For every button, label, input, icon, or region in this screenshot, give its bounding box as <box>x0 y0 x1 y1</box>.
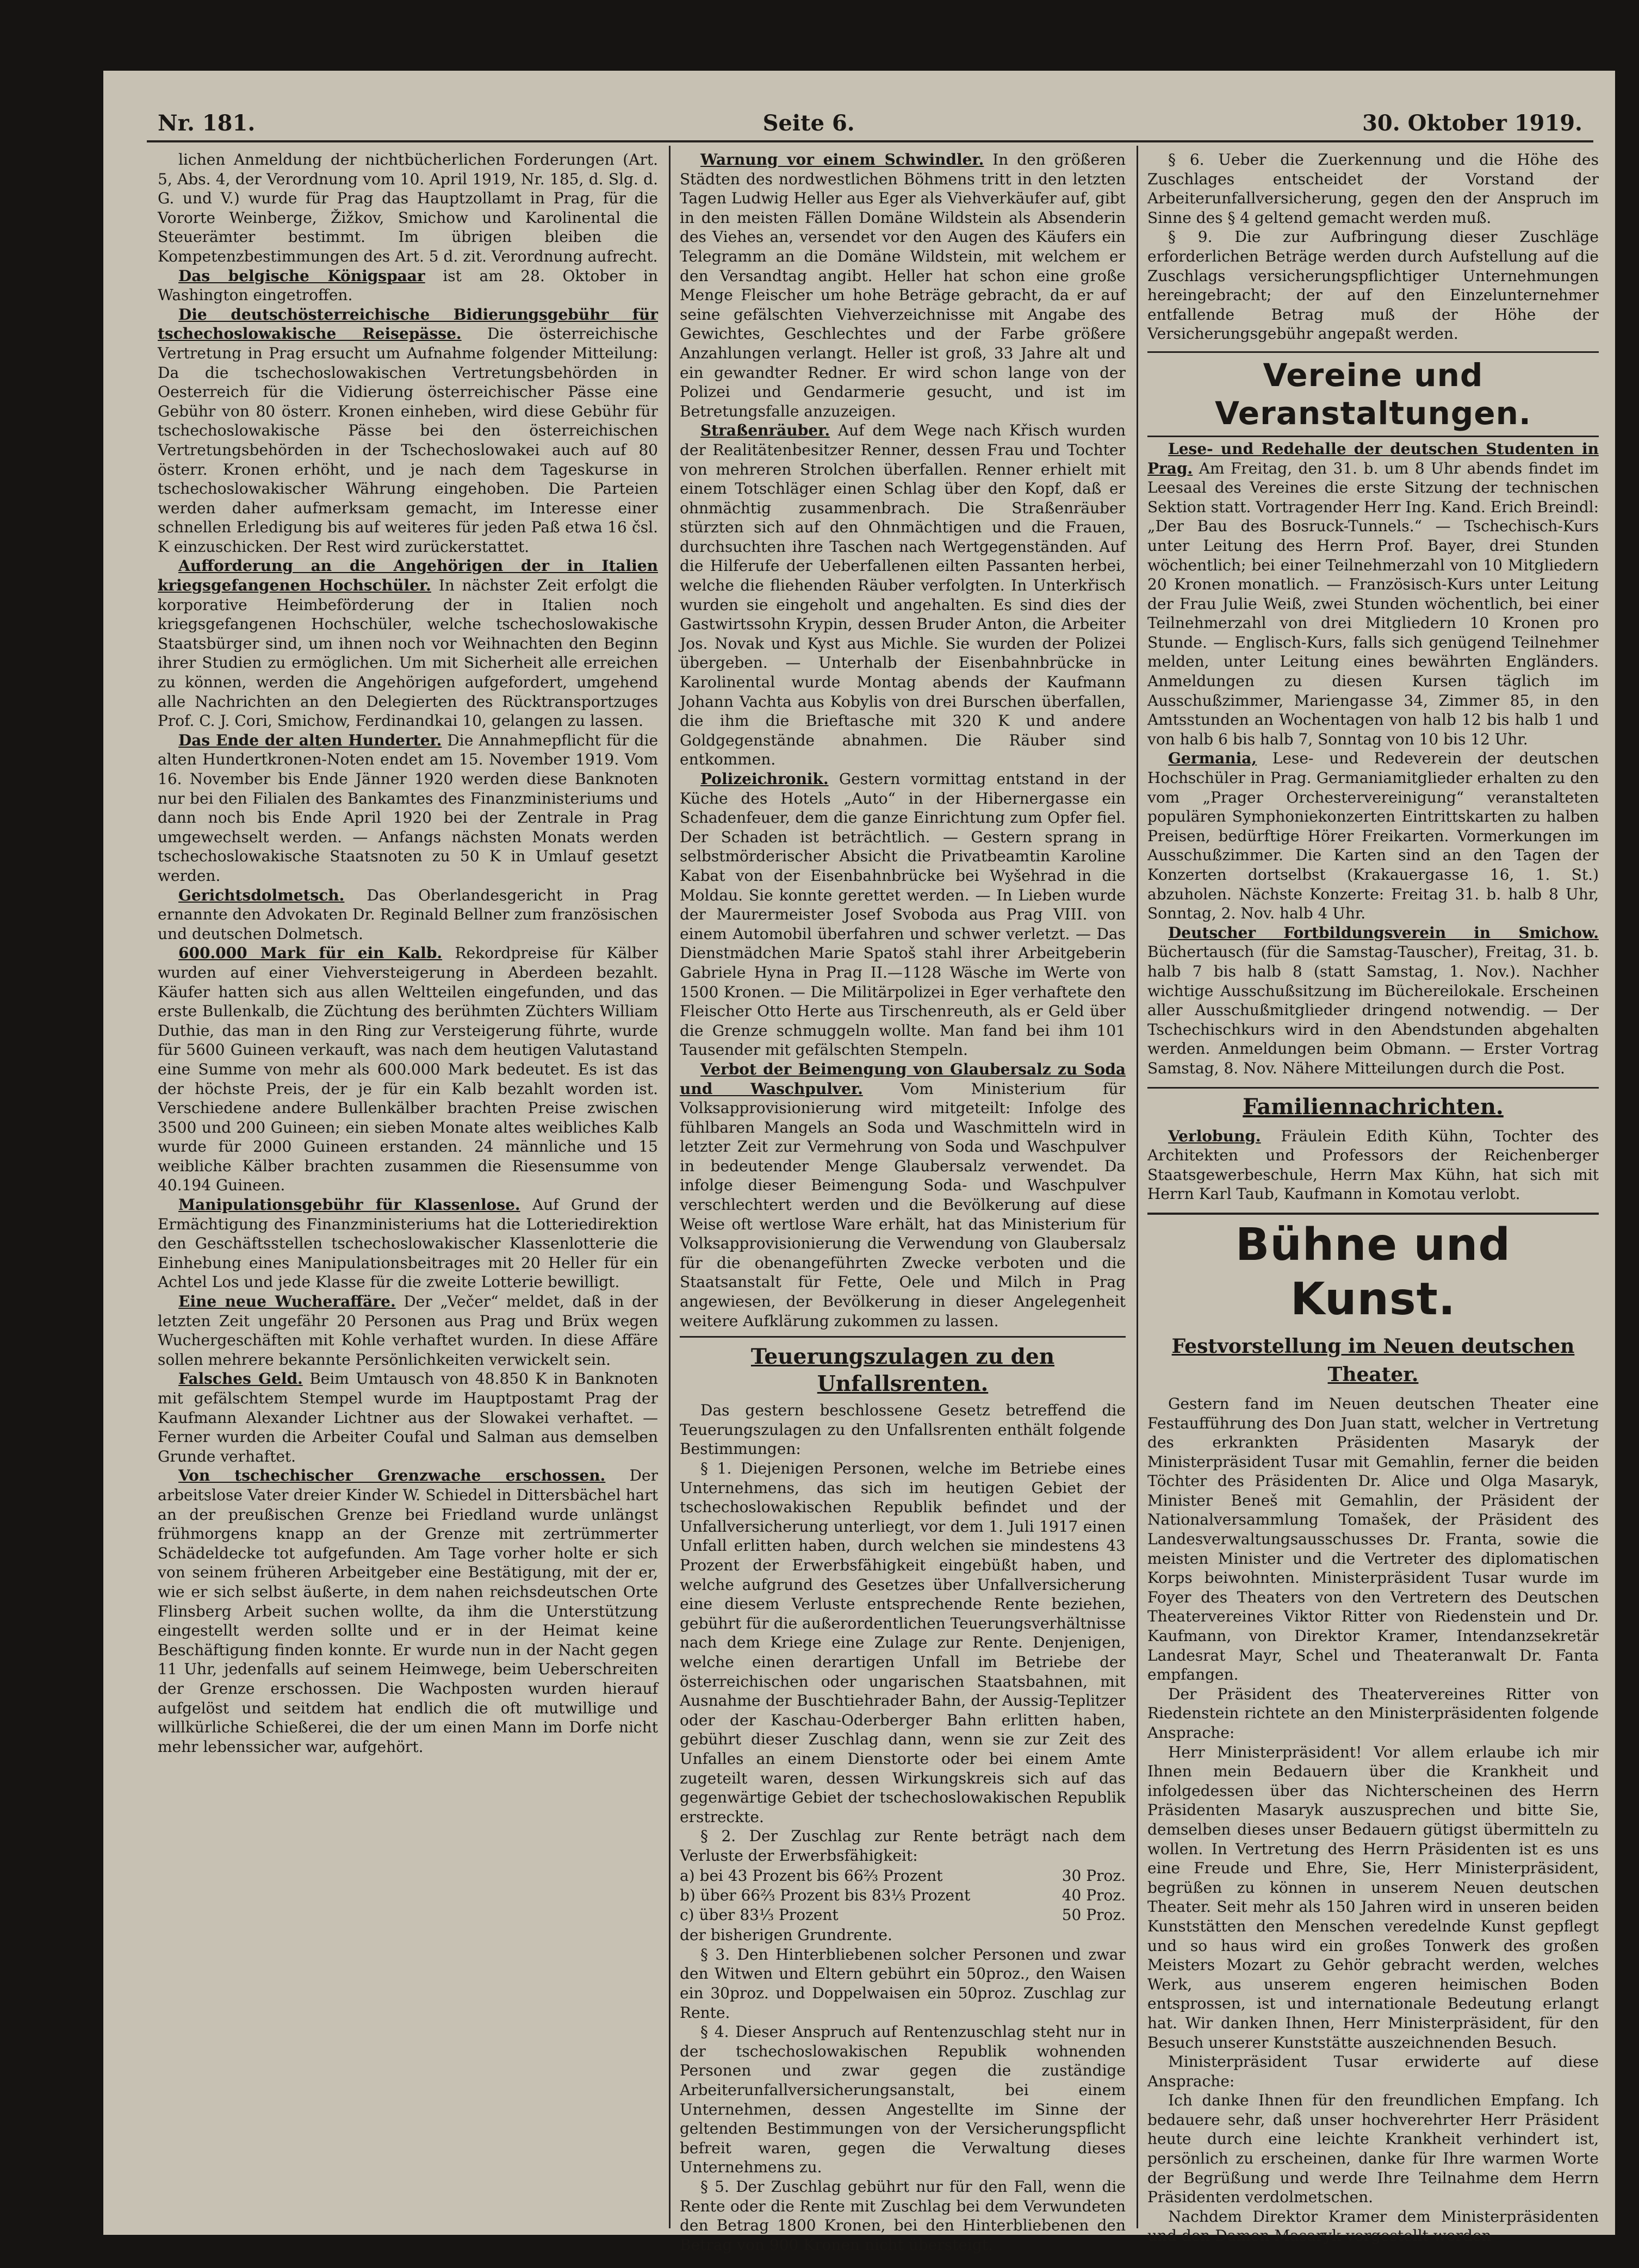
news-item-lead: Aufforderung an die Angehörigen der in Italien kriegsgefangenen Hochschüler. <box>158 557 658 595</box>
news-item-text: Der „Večer“ meldet, daß in der letzten Zeit ungefähr 20 Personen aus Prag und Brüx wegen Wuchergeschäften mit Kohle verhaftet wurden. In diese Affäre sollen mehrere bekannte Persönlichkeiten verwickelt sein. <box>158 1293 658 1369</box>
article-paragraph-2b: der bisherigen Grundrente. <box>680 1926 892 1944</box>
familien-lead: Verlobung. <box>1168 1127 1261 1145</box>
issue-date: 30. Oktober 1919. <box>1362 110 1582 136</box>
rate-table <box>680 1866 1126 1924</box>
separator <box>1147 1087 1599 1089</box>
news-item-lead: Das belgische Königspaar <box>178 266 425 285</box>
news-item-lead: 600.000 Mark für ein Kalb. <box>178 944 443 962</box>
rate-row <box>680 1905 1126 1925</box>
news-item <box>158 150 658 266</box>
news-item-text: In nächster Zeit erfolgt die korporative Heimbeförderung der in Italien noch kriegsgefangenen Hochschüler, welche tschechoslowakische Staatsbürger sind, um ihnen noch vor Weihnachten den Beginn ihrer Studien zu ermöglichen. Um mit Sicherheit alle erreichen zu können, werden die Angehörigen aufgefordert, umgehend alle Nachrichten an den Delegierten des Rücktransportzuges Prof. C. J. Cori, Smichow, Ferdinandkai 10, gelangen zu lassen. <box>158 576 659 730</box>
news-item-lead: Gerichtsdolmetsch. <box>178 886 345 904</box>
news-item-text: Das Oberlandesgericht in Prag ernannte den Advokaten Dr. Reginald Bellner zum französischen und deutschen Dolmetsch. <box>158 886 659 943</box>
page-number: Seite 6. <box>762 110 855 136</box>
news-item <box>680 1060 1126 1331</box>
news-item <box>1147 150 1599 227</box>
news-item-lead: Germania, <box>1168 749 1257 768</box>
header-rule <box>147 140 1593 142</box>
news-item <box>680 150 1126 421</box>
rate-row <box>680 1886 1126 1905</box>
column-right <box>1147 150 1599 2245</box>
news-item-text: Der arbeitslose Vater dreier Kinder W. Schiedel in Dittersbächel hart an der preußischen Grenze bei Friedland wurde unlängst frühmorgens knapp an der Grenze mit zertrümmerter Schädeldecke tot aufgefunden. Am Tage vorher holte er sich von seinem früheren Arbeitgeber eine Bestätigung, mit der er, wie er sich selbst äußerte, in dem nahen reichsdeutschen Orte Flinsberg Arbeit suchen wollte, da ihm die Unterstützung eingestellt werden sollte und er in der Heimat keine Beschäftigung finden konnte. Er wurde nun in der Nacht gegen 11 Uhr, jedenfalls auf seinem Heimwege, beim Ueberschreiten der Grenze erschossen. Die Wachposten wurden hierauf aufgelöst und seitdem hat endlich die oft mutwillige und willkürliche Schießerei, die der um einen Mann im Dorfe nicht mehr lebenssicher war, aufgehört. <box>158 1467 658 1756</box>
news-item <box>158 731 658 886</box>
paragraphs-continuation <box>1147 150 1599 344</box>
rate-range: b) über 66⅔ Prozent bis 83⅓ Prozent <box>680 1886 971 1905</box>
article-intro: Das gestern beschlossene Gesetz betreffend die Teuerungszulagen zu den Unfallsrenten enthält folgende Bestimmungen: <box>680 1401 1126 1458</box>
buehne-paragraph: Der Präsident des Theatervereines Ritter von Riedenstein richtete an den Ministerpräsidenten folgende Ansprache: <box>1147 1685 1599 1742</box>
issue-number: Nr. 181. <box>158 110 256 136</box>
news-item-lead: Falsches Geld. <box>178 1370 303 1388</box>
section-heading-buehne: Bühne und Kunst. <box>1147 1213 1599 1330</box>
buehne-paragraphs <box>1147 1394 1599 2246</box>
news-item <box>1147 749 1599 923</box>
news-item-text: Die Annahmepflicht für die alten Hundertkronen-Noten endet am 15. November 1919. Vom 16. November bis Ende Jänner 1920 werden diese Banknoten nur bei den Filialen des Bankamtes des Finanzministeriums und dann noch bis Ende April 1920 bei der Zentrale in Prag umgewechselt werden. — Anfangs nächsten Monats werden tschechoslowakische Staatsnoten zu 50 K in Umlauf gesetzt werden. <box>158 731 659 885</box>
buehne-paragraph: Ministerpräsident Tusar erwiderte auf diese Ansprache: <box>1147 2053 1599 2090</box>
newspaper-page <box>103 71 1615 2254</box>
column-middle <box>680 150 1126 2254</box>
news-item <box>1147 439 1599 749</box>
column-rule-right <box>1137 146 1138 2228</box>
buehne-paragraph: Gestern fand im Neuen deutschen Theater eine Festaufführung des Don Juan statt, welcher in Vertretung des erkrankten Präsidenten Masaryk der Ministerpräsident Tusar mit Gemahlin, ferner die beiden Töchter des Präsidenten Dr. Alice und Olga Masaryk, Minister Beneš mit Gemahlin, der Präsident der Nationalversammlung Tomašek, der Präsident des Landesverwaltungsausschusses Dr. Franta, sowie die meisten Minister und die Vertreter des diplomatischen Korps beiwohnten. Ministerpräsident Tusar wurde im Foyer des Theaters von den Vertretern des Deutschen Theatervereines Viktor Ritter von Riedenstein und Dr. Kaufmann, von Direktor Kramer, Intendanzsekretär Landesrat Mayr, Schel und Theateranwalt Dr. Fanta empfangen. <box>1147 1394 1599 1684</box>
news-item-text: Auf dem Wege nach Křisch wurden der Realitätenbesitzer Renner, dessen Frau und Tochter von mehreren Strolchen überfallen. Renner erhielt mit einem Totschläger einen Schlag über den Kopf, daß er ohnmächtig zusammenbrach. Die Straßenräuber stürzten sich auf den Ohnmächtigen und die Frauen, durchsuchten ihre Taschen nach Wertgegenständen. Auf die Hilferufe der Ueberfallenen eilten Passanten herbei, welche die fliehenden Räuber verfolgten. In Unterkřisch wurden sie eingeholt und angehalten. Es sind dies der Gastwirtssohn Krypin, dessen Bruder Anton, die Arbeiter Jos. Novak und Kyst aus Michle. Sie wurden der Polizei übergeben. — Unterhalb der Eisenbahnbrücke in Karolinental wurde Montag abends der Kaufmann Johann Vachta aus Kobylis von drei Burschen überfallen, die ihm die Brieftasche mit 320 K und andere Goldgegenstände abnahmen. Die Räuber sind entkommen. <box>680 421 1126 769</box>
familien-text: Fräulein Edith Kühn, Tochter des Architekten und Professors der Reichenberger Staatsgewerbeschule, Herrn Max Kühn, hat sich mit Herrn Karl Taub, Kaufmann in Komotau verlobt. <box>1147 1127 1599 1203</box>
news-item <box>158 1369 658 1466</box>
section-heading-vereine: Vereine und Veranstaltungen. <box>1147 351 1599 437</box>
rate-value: 40 Proz. <box>1061 1886 1126 1905</box>
news-item-text: Büchertausch (für die Samstag-Tauscher), Freitag, 31. b. halb 7 bis halb 8 (statt Samstag, 1. Nov.). Nachher wichtige Ausschußsitzung im Büchereilokale. Erscheinen aller Ausschußmitglieder dringend notwendig. — Der Tschechischkurs wird in den Abendstunden abgehalten werden. Anmeldungen beim Obmann. — Erster Vortrag Samstag, 8. Nov. Nähere Mitteilungen durch die Post. <box>1147 943 1599 1077</box>
news-item <box>158 266 658 305</box>
news-item-lead: Verbot der Beimengung von Glaubersalz zu Soda und Waschpulver. <box>680 1060 1126 1098</box>
news-item <box>1147 227 1599 344</box>
news-item-text: In den größeren Städten des nordwestlichen Böhmens tritt in den letzten Tagen Ludwig Heller aus Eger als Viehverkäufer auf, gibt in den meisten Fällen Domäne Wildstein als Absenderin des Viehes an, versendet vor den Augen des Käufers ein Telegramm an die Domäne Wildstein, mit welchem er den Versandtag angibt. Heller hat schon eine große Menge Fleischer um hohe Beträge gebracht, da er auf seine gefälschten Viehverzeichnisse mit Angabe des Gewichtes, Geschlechtes und der Farbe größere Anzahlungen verlangt. Heller ist groß, 33 Jahre alt und ein gewandter Redner. Er wird schon lange von der Polizei und Gendarmerie gesucht, und ist im Betretungsfalle anzuzeigen. <box>680 151 1126 420</box>
rate-row <box>680 1866 1126 1886</box>
news-item-text: Auf Grund der Ermächtigung des Finanzministeriums hat die Lotteriedirektion den Geschäftsstellen tschechoslowakischer Klassenlotterie die Einhebung eines Manipulationsbeitrages mit 20 Heller für ein Achtel Los und jede Klasse für die zweite Lotterie bewilligt. <box>158 1196 658 1291</box>
rate-range: a) bei 43 Prozent bis 66⅔ Prozent <box>680 1867 943 1885</box>
news-item-lead: Das Ende der alten Hunderter. <box>178 731 442 749</box>
buehne-paragraph: Ich danke Ihnen für den freundlichen Empfang. Ich bedauere sehr, daß unser hochverehrter Herr Präsident heute durch eine leichte Krankheit verhindert ist, persönlich zu erscheinen, danke für Ihre warmen Worte der Begrüßung und werde Ihre Teilnahme dem Herrn Präsidenten verdolmetschen. <box>1147 2091 1599 2207</box>
article-paragraph-5: § 5. Der Zuschlag gebührt nur für den Fall, wenn die Rente oder die Rente mit Zuschlag bei dem Verwundeten den Betrag 1800 Kronen, bei den Hinterbliebenen den Betrag von 900 Kronen nicht übersteigt. <box>680 2177 1126 2254</box>
buehne-paragraph: Nachdem Direktor Kramer dem Ministerpräsidenten und den Damen Masaryk vorgestellt worden <box>1147 2207 1599 2245</box>
column-rule-left <box>669 146 670 2228</box>
news-item-lead: Von tschechischer Grenzwache erschossen. <box>178 1467 606 1485</box>
news-item-text: Rekordpreise für Kälber wurden auf einer Viehversteigerung in Aberdeen bezahlt. Käufer hatten sich aus allen Weltteilen eingefunden, und das erste Bullenkalb, die Züchtung des berühmten Züchters William Duthie, das man in den Ring zur Versteigerung führte, wurde für 5600 Guineen verkauft, was nach dem heutigen Valutastand eine Summe von mehr als 600.000 Mark bedeutet. Es ist das der höchste Preis, der je für ein Kalb bezahlt worden ist. Verschiedene andere Bullenkälber brachten Preise zwischen 3500 und 200 Guineen; ein sieben Monate altes weibliches Kalb wurde für 2000 Guineen erstanden. 24 männliche und 15 weibliche Kälber brachten zusammen die Riesensumme von 40.194 Guineen. <box>158 944 658 1195</box>
news-item-text: Am Freitag, den 31. b. um 8 Uhr abends findet im Leesaal des Vereines die erste Sitzung der technischen Sektion statt. Vortragender Herr Ing. Kand. Erich Breindl: „Der Bau des Bosruck-Tunnels.“ — Tschechisch-Kurs unter Leitung des Herrn Prof. Bayer, drei Stunden wöchentlich; bei einer Teilnehmerzahl von 10 Mitgliedern 20 Kronen monatlich. — Französisch-Kurs unter Leitung der Frau Julie Weiß, zwei Stunden wöchentlich, bei einer Teilnehmerzahl von drei Mitgliedern 10 Kronen pro Stunde. — Englisch-Kurs, falls sich genügend Teilnehmer melden, unter Leitung eines bewährten Engländers. Anmeldungen zu diesen Kursen täglich im Ausschußzimmer, Mariengasse 34, Zimmer 85, in den Amtsstunden an Wochentagen von halb 12 bis halb 1 und von halb 6 bis halb 7, Sonntag von 10 bis 12 Uhr. <box>1147 459 1599 748</box>
column-left <box>158 150 658 2227</box>
news-item-text: ist am 28. Oktober in Washington eingetroffen. <box>158 266 659 305</box>
rate-range: c) über 83⅓ Prozent <box>680 1905 839 1924</box>
news-item-text: Gestern vormittag entstand in der Küche des Hotels „Auto“ in der Hibernergasse ein Schadenfeuer, dem die ganze Einrichtung zum Opfer fiel. Der Schaden ist beträchtlich. — Gestern sprang in selbstmörderischer Absicht die Privatbeamtin Karoline Kabat von der Eisenbahnbrücke bei Wyšehrad in die Moldau. Sie konnte gerettet werden. — In Lieben wurde der Maurermeister Josef Svoboda aus Prag VIII. von einem Automobil überfahren und schwer verletzt. — Das Dienstmädchen Marie Spatoš stahl ihrer Arbeitgeberin Gabriele Hyna in Prag II.—1128 Wäsche im Werte von 1500 Kronen. — Die Militärpolizei in Eger verhaftete den Fleischer Otto Herte aus Tirschenreuth, als er Geld über die Grenze schmuggeln wollte. Man fand bei ihm 101 Tausender mit gefälschten Stempeln. <box>680 770 1126 1059</box>
news-item-lead: Polizeichronik. <box>700 770 829 788</box>
news-item <box>158 556 658 730</box>
news-item <box>158 1195 658 1292</box>
news-item <box>158 1292 658 1369</box>
vereine-items <box>1147 439 1599 1078</box>
rate-value: 30 Proz. <box>1061 1867 1126 1885</box>
rate-value: 50 Proz. <box>1061 1905 1126 1924</box>
buehne-paragraph: Herr Ministerpräsident! Vor allem erlaube ich mir Ihnen mein Bedauern über die Krankheit und infolgedessen über das Nichterscheinen des Herrn Präsidenten Masaryk auszusprechen und bitte Sie, demselben dieses unser Bedauern gütigst übermitteln zu wollen. In Vertretung des Herrn Präsidenten ist es uns eine Freude und Ehre, Sie, Herr Ministerpräsident, begrüßen zu können in unserem Neuen deutschen Theater. Seit mehr als 150 Jahren wird in unseren beiden Kunststätten den Menschen veredelnde Kunst gepflegt und so haus wird ein großes Tonwerk des großen Meisters Mozart zu Gehör gebracht werden, welches Werk, aus unserem engeren heimischen Boden entsprossen, ist und internationale Bedeutung erlangt hat. Wir danken Ihnen, Herr Ministerpräsident, für den Besuch unserer Kunststätte auszeichnenden Besuch. <box>1147 1743 1599 2052</box>
familien-entry <box>1147 1127 1599 1204</box>
news-item <box>1147 923 1599 1078</box>
news-item-lead: Lese- und Redehalle der deutschen Studenten in Prag. <box>1147 439 1599 477</box>
page-header <box>158 98 1582 136</box>
news-item-lead: Warnung vor einem Schwindler. <box>700 151 984 169</box>
news-item-lead: Deutscher Fortbildungsverein in Smichow. <box>1168 923 1599 942</box>
news-item-lead: Eine neue Wucheraffäre. <box>178 1293 396 1311</box>
section-heading-familien: Familiennachrichten. <box>1243 1093 1504 1120</box>
article-paragraph-2: § 2. Der Zuschlag zur Rente beträgt nach dem Verluste der Erwerbsfähigkeit: <box>680 1827 1126 1865</box>
news-item-lead: Manipulationsgebühr für Klassenlose. <box>178 1196 520 1214</box>
news-item-text: Beim Umtausch von 48.850 K in Banknoten mit gefälschtem Stempel wurde im Hauptpostamt Prag der Kaufmann Alexander Lichtner aus der Slowakei verhaftet. — Ferner wurden die Arbeiter Coufal und Salman aus demselben Grunde verhaftet. <box>158 1370 659 1465</box>
news-item-text: Lese- und Redeverein der deutschen Hochschüler in Prag. Germaniamitglieder erhalten zu den vom „Prager Orchestervereinigung“ veranstalteten populären Symphoniekonzerten Eintrittskarten zu halben Preisen, bedürftige Hörer Freikarten. Vormerkungen im Ausschußzimmer. Die Karten sind an den Tagen der Konzerten dortselbst (Krakauergasse 16, 1. St.) abzuholen. Nächste Konzerte: Freitag 31. b. halb 8 Uhr, Sonntag, 2. Nov. halb 4 Uhr. <box>1147 749 1599 923</box>
article-paragraph-4: § 4. Dieser Anspruch auf Rentenzuschlag steht nur in der tschechoslowakischen Republik wohnenden Personen und zwar gegen die zuständige Arbeiterunfallversicherungsanstalt, bei einem Unternehmen, dessen Angestellte im Sinne der geltenden Bestimmungen von der Versicherungspflicht befreit waren, gegen die Verwaltung dieses Unternehmens zu. <box>680 2023 1126 2177</box>
news-item-lead: Die deutschösterreichische Bidierungsgebühr für tschechoslowakische Reisepässe. <box>158 305 658 343</box>
news-item <box>158 943 658 1195</box>
article-paragraph-3: § 3. Den Hinterbliebenen solcher Personen und zwar den Witwen und Eltern gebührt ein 50proz., den Waisen ein 30proz. und Doppelwaisen ein 50proz. Zuschlag zur Rente. <box>680 1945 1126 2022</box>
news-item-text: Vom Ministerium für Volksapprovisionierung wird mitgeteilt: Infolge des fühlbaren Mangels an Soda und Waschmitteln wird in letzter Zeit zur Vermehrung von Soda und Waschpulver in bedeutender Menge Glaubersalz verwendet. Da infolge dieser Beimengung Soda- und Waschpulver verschlechtert werden und die Bevölkerung auf diese Weise oft wertlose Ware erhält, hat das Ministerium für Volksapprovisionierung die Verwendung von Glaubersalz für die obenangeführten Zwecke verboten und die Staatsanstalt für Fette, Oele und Milch in Prag angewiesen, der Bevölkerung in dieser Angelegenheit weitere Aufklärung zukommen zu lassen. <box>680 1079 1126 1330</box>
news-item <box>680 769 1126 1060</box>
news-item <box>158 1466 658 1756</box>
news-item-text: Die österreichische Vertretung in Prag ersucht um Aufnahme folgender Mitteilung: Da die tschechoslowakischen Vertretungsbehörden in Oesterreich für die Vidierung österreichischer Pässe eine Gebühr von 80 österr. Kronen einheben, wird diese Gebühr für tschechoslowakische Pässe bei den österreichischen Vertretungsbehörden in der Tschechoslowakei auch auf 80 österr. Kronen erhöht, und je nach dem Tageskurse in tschechoslowakischer Währung eingehoben. Die Parteien werden daher aufmerksam gemacht, im Interesse einer schnellen Erledigung bis auf weiteres für jeden Paß etwa 16 čsl. K einzuschicken. Der Rest wird zurückerstattet. <box>158 325 659 556</box>
news-item-text: § 9. Die zur Aufbringung dieser Zuschläge erforderlichen Beträge werden durch Aufstellung auf die Zuschlags versicherungspflichtiger Unternehmungen hereingebracht; der auf den Einzelunternehmer entfallende Betrag muß der Höhe der Versicherungsgebühr angepaßt werden. <box>1147 228 1599 343</box>
news-item-text: lichen Anmeldung der nichtbücherlichen Forderungen (Art. 5, Abs. 4, der Verordnung vom 10. April 1919, Nr. 185, d. Slg. d. G. und V.) wurde für Prag das Hauptzollamt in Prag, für die Vororte Weinberge, Žižkov, Smichow und Karolinental die Steuerämter bestimmt. Im übrigen bleiben die Kompetenzbestimmungen des Art. 5 d. zit. Verordnung aufrecht. <box>158 151 658 265</box>
news-item-text: § 6. Ueber die Zuerkennung und die Höhe des Zuschlages entscheidet der Vorstand der Arbeiterunfallversicherung, gegen den der Anspruch im Sinne des § 4 geltend gemacht werden muß. <box>1147 151 1599 227</box>
news-items-middle <box>680 150 1126 1331</box>
news-item <box>158 305 658 557</box>
subheading-festvorstellung: Festvorstellung im Neuen deutschen Theater. <box>1171 1334 1575 1386</box>
news-item <box>680 421 1126 769</box>
news-item-lead: Straßenräuber. <box>700 421 830 440</box>
article-paragraph-1: § 1. Diejenigen Personen, welche im Betriebe eines Unternehmens, das sich im heutigen Gebiet der tschechoslowakischen Republik befindet und der Unfallversicherung unterliegt, vor dem 1. Juli 1917 einen Unfall erlitten haben, durch welchen sie mindestens 43 Prozent der Erwerbsfähigkeit eingebüßt haben, und welche aufgrund des Gesetzes über Unfallversicherung eine diesem Verluste entsprechende Rente beziehen, gebührt für die außerordentlichen Teuerungsverhältnisse nach dem Kriege eine Zulage zur Rente. Denjenigen, welche einen derartigen Unfall im Betriebe der österreichischen oder ungarischen Staatsbahnen, mit Ausnahme der Buschtiehrader Bahn, der Aussig-Teplitzer oder der Kaschau-Oderberger Bahn erlitten haben, gebührt dieser Zuschlag dann, wenn sie zur Zeit des Unfalles an einem Dienstorte oder bei einem Amte zugeteilt waren, dessen Wirkungskreis sich auf das gegenwärtige Gebiet der tschechoslowakischen Republik erstreckte. <box>680 1459 1126 1826</box>
section-heading-teuerungszulagen: Teuerungszulagen zu den Unfallsrenten. <box>680 1336 1126 1397</box>
news-item <box>158 886 658 944</box>
